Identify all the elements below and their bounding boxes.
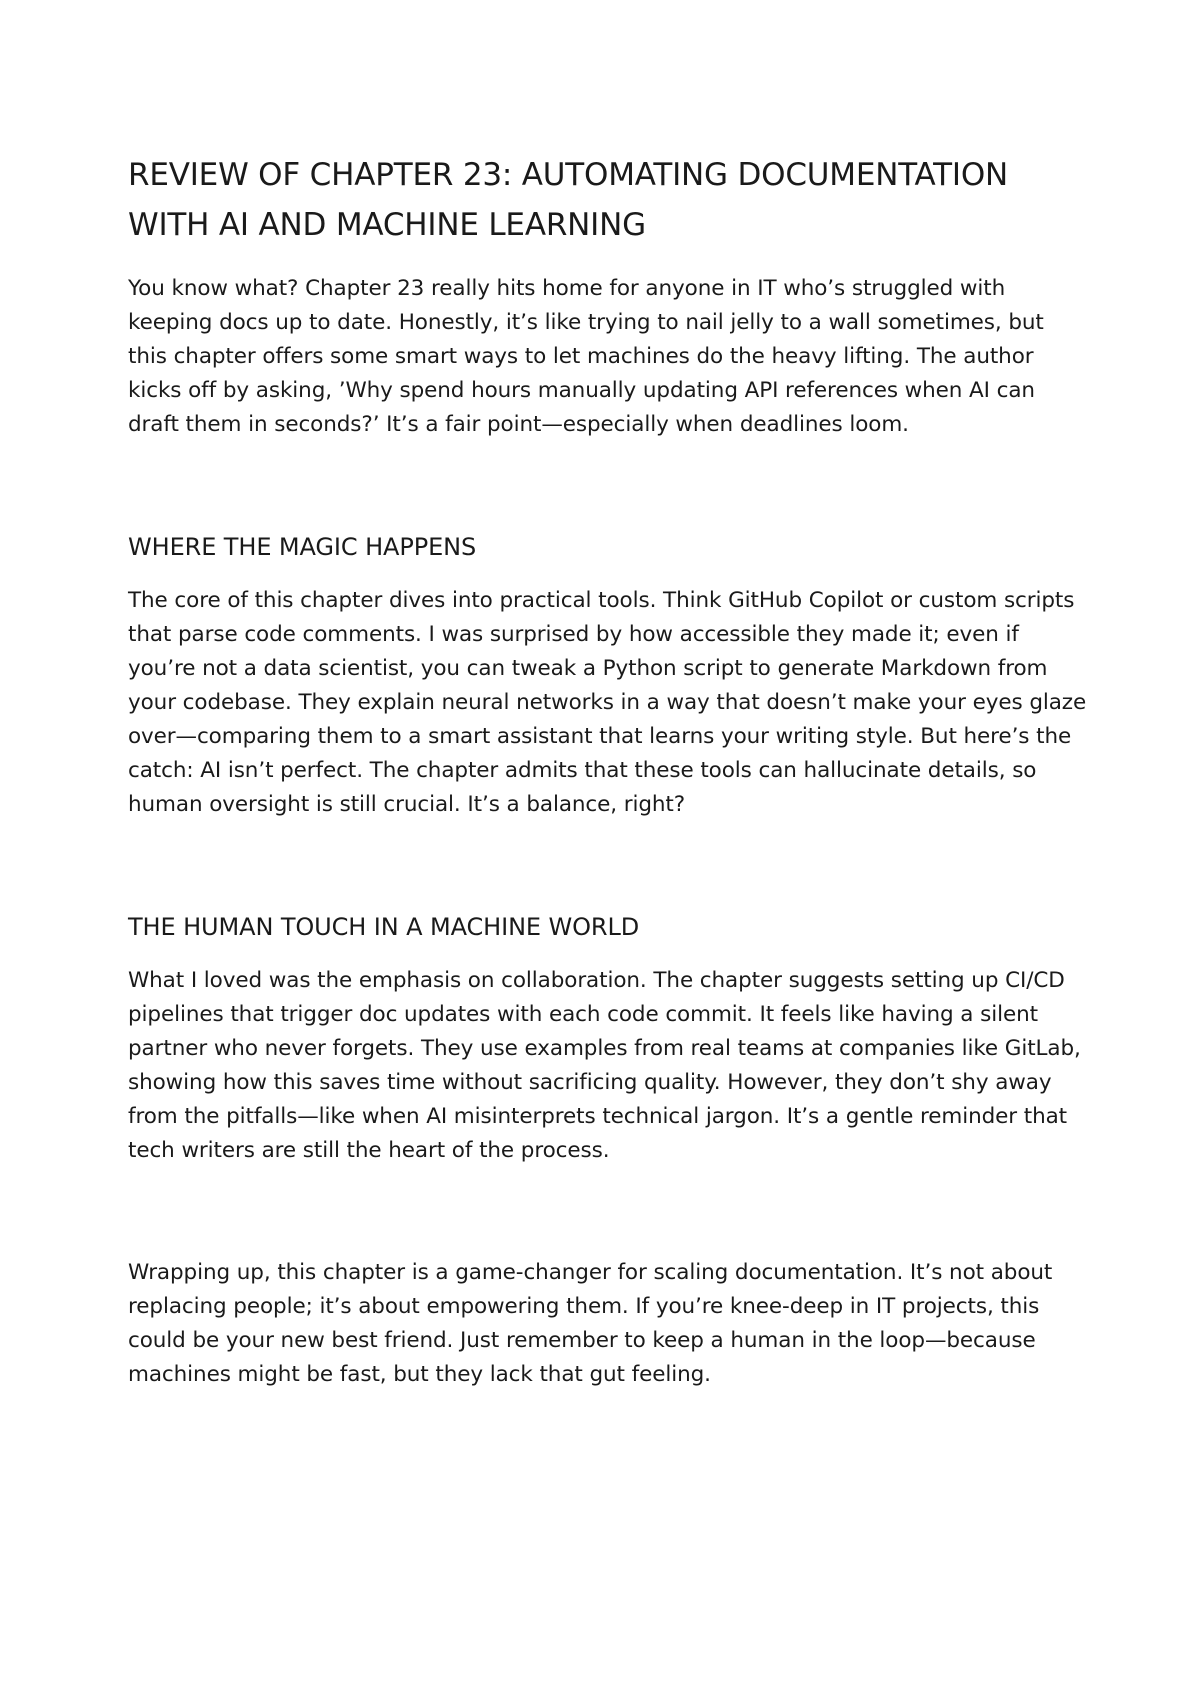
document-title: REVIEW OF CHAPTER 23: AUTOMATING DOCUMENTATION WITH AI AND MACHINE LEARNING [128, 157, 1009, 243]
document-page [128, 150, 1088, 1392]
section-heading-magic: WHERE THE MAGIC HAPPENS [128, 533, 477, 561]
spacer [128, 822, 1088, 910]
spacer [128, 1168, 1088, 1256]
intro-paragraph: You know what? Chapter 23 really hits home for anyone in IT who’s struggled with keeping docs up to date. Honestly, it’s like trying to nail jelly to a wall sometimes, but this chapter offers some smart ways to let machines do the heavy lifting. The author kicks off by asking, ’Why spend hours manually updating API references when AI can draft them in seconds?’ It’s a fair point—especially when deadlines loom. [128, 276, 1044, 437]
section-body-magic: The core of this chapter dives into practical tools. Think GitHub Copilot or custom scripts that parse code comments. I was surprised by how accessible they made it; even if you’re not a data scientist, you can tweak a Python script to generate Markdown from your codebase. They explain neural networks in a way that doesn’t make your eyes glaze over—comparing them to a smart assistant that learns your writing style. But here’s the catch: AI isn’t perfect. The chapter admits that these tools can hallucinate details, so human oversight is still crucial. It’s a balance, right? [128, 588, 1087, 817]
section-heading-human-touch: THE HUMAN TOUCH IN A MACHINE WORLD [128, 913, 640, 941]
section-body-human-touch: What I loved was the emphasis on collaboration. The chapter suggests setting up CI/CD pipelines that trigger doc updates with each code commit. It feels like having a silent partner who never forgets. They use examples from real teams at companies like GitLab, showing how this saves time without sacrificing quality. However, they don’t shy away from the pitfalls—like when AI misinterprets technical jargon. It’s a gentle reminder that tech writers are still the heart of the process. [128, 968, 1081, 1163]
conclusion-paragraph: Wrapping up, this chapter is a game-changer for scaling documentation. It’s not about replacing people; it’s about empowering them. If you’re knee-deep in IT projects, this could be your new best friend. Just remember to keep a human in the loop—because machines might be fast, but they lack that gut feeling. [128, 1260, 1053, 1387]
spacer [128, 442, 1088, 530]
